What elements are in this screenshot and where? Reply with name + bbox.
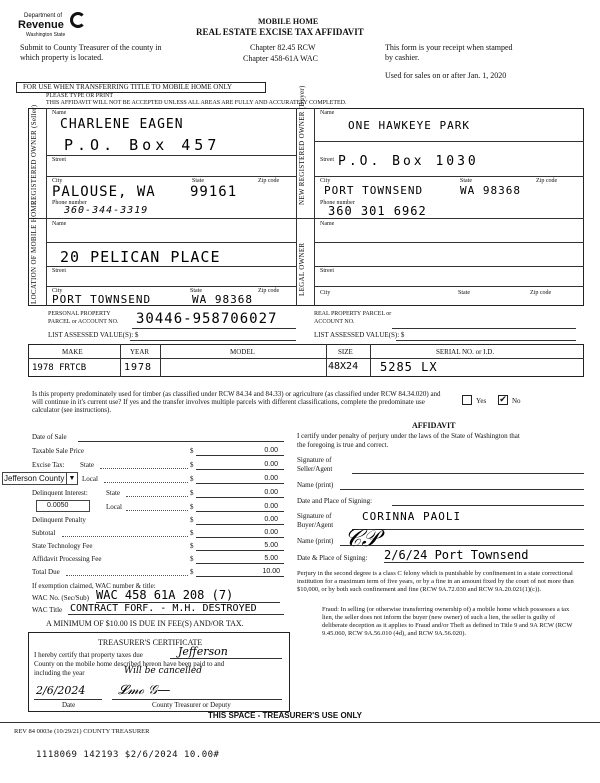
interest-local-label: Local: [106, 503, 122, 511]
mobile-home-table: [28, 344, 584, 377]
legal-name-label: Name: [320, 221, 335, 227]
location-city-label: City: [52, 288, 63, 294]
assessed-right-label: LIST ASSESSED VALUE(S): $: [314, 331, 405, 339]
interest-rate-input[interactable]: 0.0050: [36, 500, 90, 512]
form-title-1: MOBILE HOME: [258, 17, 319, 26]
treasurer-use-only: THIS SPACE - TREASURER'S USE ONLY: [208, 711, 362, 720]
buyer-street-label: Street: [320, 157, 334, 163]
legal-city-label: City: [320, 290, 331, 296]
logo-dept: Department of: [24, 13, 63, 19]
buyer-phone-label: Phone number: [320, 200, 355, 206]
amount-affidavit-fee: 5.00: [264, 555, 278, 562]
seller-city-label: City: [52, 178, 63, 184]
treasurer-date-value: 2/6/2024: [36, 684, 86, 697]
buyer-initials-mark: 𝒞𝒫: [344, 524, 379, 552]
amount-taxable-price: 0.00: [264, 447, 278, 454]
buyer-date-place-value: 2/6/24 Port Townsend: [384, 548, 529, 562]
wac-no-label: WAC No. (Sec/Sub): [32, 594, 89, 602]
seller-phone-value: 360-344-3319: [64, 205, 149, 216]
amount-interest-state: 0.00: [264, 489, 278, 496]
chapter-wac: Chapter 458-61A WAC: [243, 54, 318, 63]
treasurer-year-value: Will be cancelled: [124, 666, 202, 676]
legal-street-label: Street: [320, 268, 334, 274]
cashier-stamp: 1118069 142193 $2/6/2024 10.00#: [36, 750, 220, 760]
no-label: No: [512, 397, 521, 405]
parcel-right-label: REAL PROPERTY PARCEL or ACCOUNT NO.: [314, 311, 392, 325]
location-side-label: LOCATION OF MOBILE HOME: [30, 200, 38, 304]
chevron-down-icon[interactable]: ▼: [66, 473, 77, 484]
affidavit-heading: AFFIDAVIT: [412, 421, 456, 430]
excise-state-label: State: [80, 461, 94, 469]
delinquent-penalty-label: Delinquent Penalty: [32, 516, 86, 524]
seller-street-value: P.O. Box 457: [64, 136, 221, 154]
location-state-label: State: [190, 288, 202, 294]
rev-number: REV 84 0003e (10/29/21) COUNTY TREASURER: [14, 728, 150, 735]
form-title-2: REAL ESTATE EXCISE TAX AFFIDAVIT: [196, 27, 364, 37]
buyer-state-label: State: [460, 178, 472, 184]
amount-subtotal: 0.00: [264, 529, 278, 536]
buyer-name-label: Name: [320, 110, 335, 116]
state-tech-fee-label: State Technology Fee: [32, 542, 93, 550]
perjury-text: Perjury in the second degree is a class C felony which is punishable by confinement in a state correctional institution for a maximum term of five years, or by a fine in an amount fixed by the court of not more than $10,000, or by both such confinement and fine (RCW 9A.72.030 and RCW 9A.20.021(1)(c)).: [297, 570, 574, 593]
legal-state-label: State: [458, 290, 470, 296]
dollar-sign: $: [190, 489, 194, 497]
buyer-city-label: City: [320, 178, 331, 184]
seller-street-label: Street: [52, 157, 66, 163]
timber-yes-checkbox[interactable]: [462, 395, 472, 405]
county-select[interactable]: [2, 472, 78, 485]
delinquent-interest-label: Delinquent Interest:: [32, 489, 88, 497]
receipt-note: This form is your receipt when stamped by cashier.: [385, 43, 513, 62]
not-accepted-warning: THIS AFFIDAVIT WILL NOT BE ACCEPTED UNLESS ALL AREAS ARE FULLY AND ACCURATELY COMPLETED.: [46, 100, 347, 106]
col-model: MODEL: [230, 348, 255, 356]
banner-text: FOR USE WHEN TRANSFERRING TITLE TO MOBILE HOME ONLY: [23, 83, 233, 91]
date-place-signing-label: Date and Place of Signing:: [297, 497, 373, 505]
location-street-value: 20 PELICAN PLACE: [60, 248, 221, 266]
treasurer-line1: I hereby certify that property taxes due: [34, 651, 143, 659]
seller-signature-label: Signature of Seller/Agent: [297, 456, 333, 473]
col-size: SIZE: [338, 348, 353, 356]
taxable-price-label: Taxable Sale Price: [32, 447, 84, 455]
affidavit-fee-label: Affidavit Processing Fee: [32, 555, 102, 563]
amount-excise-state: 0.00: [264, 461, 278, 468]
treasurer-date-label: Date: [62, 701, 76, 709]
buyer-name-value: ONE HAWKEYE PARK: [348, 119, 470, 132]
chapter-rcw: Chapter 82.45 RCW: [250, 43, 316, 52]
serial-value: 5285 LX: [380, 360, 438, 374]
interest-state-label: State: [106, 489, 120, 497]
transfer-banner: [16, 82, 266, 93]
assessed-left-label: LIST ASSESSED VALUE(S): $: [48, 331, 139, 339]
amount-interest-local: 0.00: [264, 503, 278, 510]
logo-mark-icon: [70, 12, 86, 28]
treasurer-county-value: Jefferson: [178, 645, 228, 658]
excise-tax-label: Excise Tax:: [32, 461, 65, 469]
dollar-sign: $: [190, 475, 194, 483]
timber-question: Is this property predominately used for timber (as classified under RCW 84.34 and 84.33) or agriculture (as classified under RCW 84.34.020) and will continue in it's current use? If yes and the transfer involves multiple parcels with different classifications, complete the predominate use calculator (see instructions).: [32, 390, 441, 414]
seller-zip-value: 99161: [190, 184, 238, 200]
fraud-notice: Fraud: In selling (or otherwise transferring ownership of) a mobile home which possesses a tax lien, the seller does not inform the buyer (new owner) of such a lien, the seller is guilty of deliberate deception as it applies to Fraud and/or Theft as defined in Title 9 and 9A RCW (RCW 9.45.060, RCW 9A.56.010 (4d), and RCW 9A.56.020).: [322, 606, 573, 637]
buyer-street-value: P.O. Box 1030: [338, 154, 479, 169]
dollar-sign: $: [190, 516, 194, 524]
seller-name-print-label: Name (print): [297, 481, 334, 489]
location-city-value: PORT TOWNSEND: [52, 293, 152, 306]
wac-no-value: WAC 458 61A 208 (7): [96, 588, 234, 602]
dollar-sign: $: [190, 461, 194, 469]
col-serial: SERIAL NO. or I.D.: [436, 348, 495, 356]
date-of-sale-label: Date of Sale: [32, 433, 67, 441]
buyer-signature-value: CORINNA PAOLI: [362, 510, 462, 523]
affidavit-certify: I certify under penalty of perjury under the laws of the State of Washington that the foregoing is true and correct.: [297, 432, 520, 449]
yes-label: Yes: [476, 397, 487, 405]
year-value: 1978: [124, 362, 153, 373]
exemption-label: If exemption claimed, WAC number & title:: [32, 582, 156, 590]
seller-phone-label: Phone number: [52, 200, 87, 206]
col-year: YEAR: [130, 348, 150, 356]
seller-name-value: CHARLENE EAGEN: [60, 117, 184, 132]
please-type: PLEASE TYPE OR PRINT: [46, 93, 114, 99]
treasurer-line2: County on the mobile home described hereon have been paid to and including the year: [34, 660, 225, 677]
seller-name-label: Name: [52, 110, 67, 116]
subtotal-label: Subtotal: [32, 529, 56, 537]
buyer-side-label: NEW REGISTERED OWNER (Buyer): [298, 85, 306, 205]
buyer-zip-label: Zip code: [536, 178, 558, 184]
treasurer-heading: TREASURER'S CERTIFICATE: [98, 638, 203, 647]
dollar-sign: $: [190, 568, 194, 576]
total-due-label: Total Due: [32, 568, 60, 576]
legal-zip-label: Zip code: [530, 290, 552, 296]
county-select-value: Jefferson County: [4, 474, 65, 483]
amount-excise-local: 0.00: [264, 475, 278, 482]
dor-logo: [18, 12, 108, 42]
legal-side-label: LEGAL OWNER: [298, 242, 306, 296]
treasurer-sig-label: County Treasurer or Deputy: [152, 701, 231, 709]
seller-state-label: State: [192, 178, 204, 184]
parcel-number-value: 30446-958706027: [136, 311, 278, 327]
buyer-city-value: PORT TOWNSEND: [324, 184, 424, 197]
perjury-notice: [297, 570, 577, 594]
amount-total: 10.00: [262, 568, 280, 575]
seller-zip-label: Zip code: [258, 178, 280, 184]
buyer-state-value: WA 98368: [460, 184, 521, 197]
seller-city-value: PALOUSE, WA: [52, 184, 156, 200]
parcel-left-label: PERSONAL PROPERTY PARCEL or ACCOUNT NO.: [48, 311, 119, 325]
dollar-sign: $: [190, 503, 194, 511]
treasurer-signature-mark: 𝓛𝓂ℴ 𝒢—: [118, 683, 171, 698]
amount-penalty: 0.00: [264, 516, 278, 523]
logo-state: Washington State: [26, 32, 66, 38]
seller-side-label: REGISTERED OWNER (Seller): [30, 104, 38, 205]
make-value: 1978 FRTCB: [32, 363, 87, 373]
buyer-phone-value: 360 301 6962: [328, 204, 427, 218]
sales-date-note: Used for sales on or after Jan. 1, 2020: [385, 71, 507, 80]
wac-title-label: WAC Title: [32, 606, 63, 614]
buyer-date-place-label: Date & Place of Signing:: [297, 554, 368, 562]
size-value: 48X24: [328, 361, 359, 372]
amount-tech-fee: 5.00: [264, 542, 278, 549]
minimum-due-note: A MINIMUM OF $10.00 IS DUE IN FEE(S) AND/OR TAX.: [46, 619, 244, 628]
wac-title-value: CONTRACT FORF. - M.H. DESTROYED: [70, 603, 257, 614]
submit-instructions: Submit to County Treasurer of the county in which property is located.: [20, 43, 162, 62]
location-zip-label: Zip code: [258, 288, 280, 294]
location-name-label: Name: [52, 221, 67, 227]
col-make: MAKE: [62, 348, 83, 356]
logo-revenue: Revenue: [18, 19, 64, 31]
dollar-sign: $: [190, 542, 194, 550]
dollar-sign: $: [190, 555, 194, 563]
excise-local-label: Local: [82, 475, 98, 483]
dollar-sign: $: [190, 529, 194, 537]
timber-no-checkbox[interactable]: ✔: [499, 395, 507, 405]
location-street-label: Street: [52, 268, 66, 274]
location-state-value: WA 98368: [192, 293, 253, 306]
buyer-signature-label: Signature of Buyer/Agent: [297, 512, 334, 529]
buyer-name-print-label: Name (print): [297, 537, 334, 545]
dollar-sign: $: [190, 447, 194, 455]
